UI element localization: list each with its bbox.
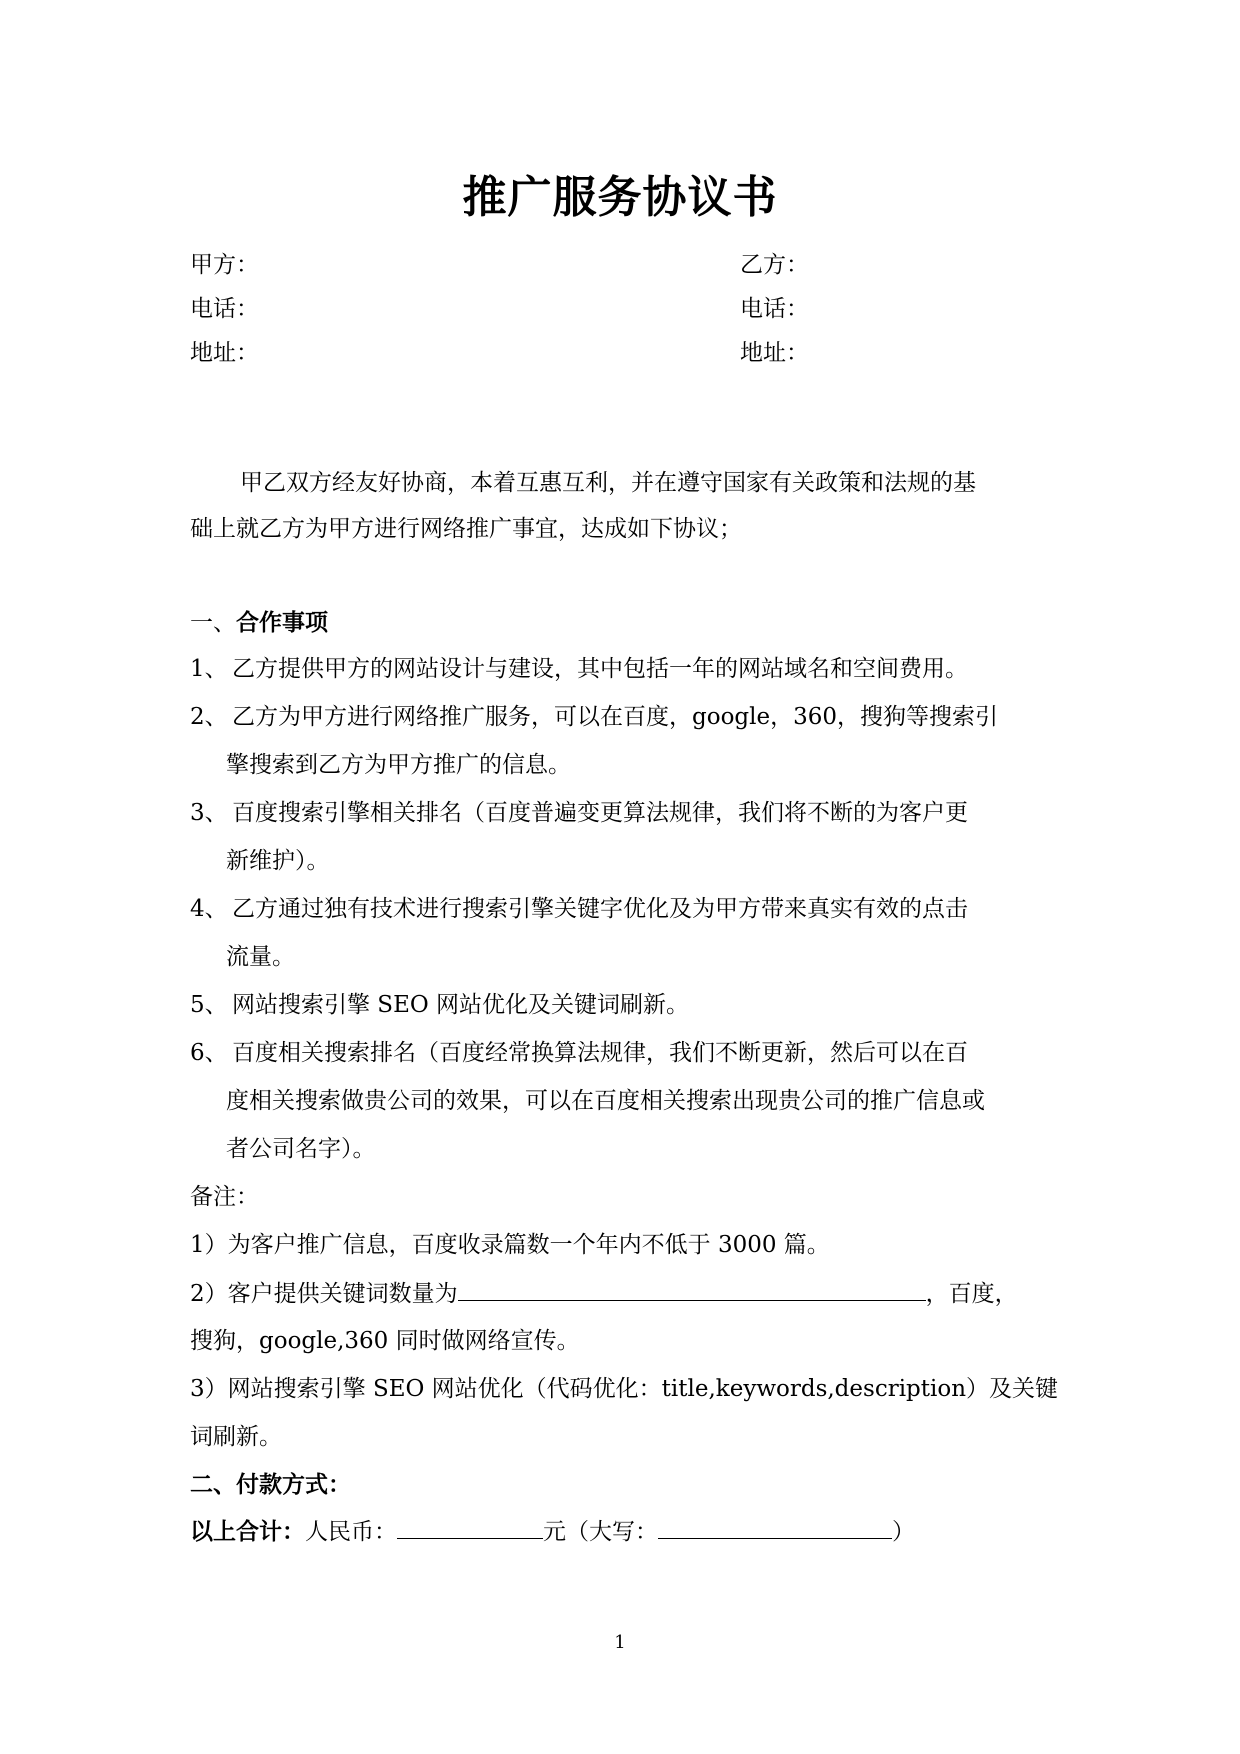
total-line <box>190 1516 915 1547</box>
item-6-number: 6、 <box>190 1040 228 1066</box>
section-1-title: 合作事项 <box>236 609 328 636</box>
page-number: 1 <box>614 1632 626 1653</box>
note-2-line-1 <box>190 1278 1018 1309</box>
party-b-phone: 电话： <box>740 296 809 322</box>
close-paren: ） <box>892 1519 915 1545</box>
party-a-label: 甲方： <box>190 252 259 278</box>
note-3-line-1: 3）网站搜索引擎 SEO 网站优化（代码优化：title,keywords,description）及关键 <box>190 1376 1059 1402</box>
document-title: 推广服务协议书 <box>462 172 778 223</box>
keyword-count-blank[interactable] <box>458 1278 926 1301</box>
party-b-label: 乙方： <box>740 252 809 278</box>
note-2-prefix: 2）客户提供关键词数量为 <box>190 1281 458 1307</box>
party-b-address: 地址： <box>740 340 809 366</box>
item-3-number: 3、 <box>190 800 228 826</box>
section-2-heading: 二、付款方式： <box>190 1471 351 1498</box>
note-2-line-2: 搜狗，google,360 同时做网络宣传。 <box>190 1328 580 1354</box>
item-1-line-1: 乙方提供甲方的网站设计与建设，其中包括一年的网站域名和空间费用。 <box>232 656 968 682</box>
amount-blank[interactable] <box>397 1516 543 1539</box>
item-6-line-1: 百度相关搜索排名（百度经常换算法规律，我们不断更新，然后可以在百 <box>232 1040 968 1066</box>
item-2-line-2: 擎搜索到乙方为甲方推广的信息。 <box>226 752 571 778</box>
notes-label: 备注： <box>190 1184 259 1210</box>
item-6-line-3: 者公司名字）。 <box>226 1136 376 1162</box>
note-3-line-2: 词刷新。 <box>190 1424 282 1450</box>
item-2-number: 2、 <box>190 704 228 730</box>
item-4-line-1: 乙方通过独有技术进行搜索引擎关键字优化及为甲方带来真实有效的点击 <box>232 896 968 922</box>
rmb-label: 人民币： <box>305 1519 397 1545</box>
amount-in-words-blank[interactable] <box>658 1516 892 1539</box>
total-label: 以上合计： <box>190 1518 305 1545</box>
intro-line-1: 甲乙双方经友好协商，本着互惠互利，并在遵守国家有关政策和法规的基 <box>240 470 976 496</box>
item-5-number: 5、 <box>190 992 228 1018</box>
section-1-number: 一、 <box>190 610 236 636</box>
party-a-phone: 电话： <box>190 296 259 322</box>
item-3-line-2: 新维护）。 <box>226 848 330 874</box>
intro-line-2: 础上就乙方为甲方进行网络推广事宜，达成如下协议； <box>190 516 742 542</box>
item-6-line-2: 度相关搜索做贵公司的效果，可以在百度相关搜索出现贵公司的推广信息或 <box>226 1088 985 1114</box>
note-2-suffix: ，百度， <box>925 1281 1018 1307</box>
party-a-address: 地址： <box>190 340 259 366</box>
item-4-number: 4、 <box>190 896 228 922</box>
item-5-line-1: 网站搜索引擎 SEO 网站优化及关键词刷新。 <box>232 992 690 1018</box>
item-2-line-1: 乙方为甲方进行网络推广服务，可以在百度，google，360，搜狗等搜索引 <box>232 704 999 730</box>
item-1-number: 1、 <box>190 656 228 682</box>
item-3-line-1: 百度搜索引擎相关排名（百度普遍变更算法规律，我们将不断的为客户更 <box>232 800 968 826</box>
item-4-line-2: 流量。 <box>226 944 295 970</box>
yuan-label: 元（大写： <box>543 1519 658 1545</box>
section-1-heading <box>190 608 328 638</box>
note-1: 1）为客户推广信息，百度收录篇数一个年内不低于 3000 篇。 <box>190 1232 830 1258</box>
